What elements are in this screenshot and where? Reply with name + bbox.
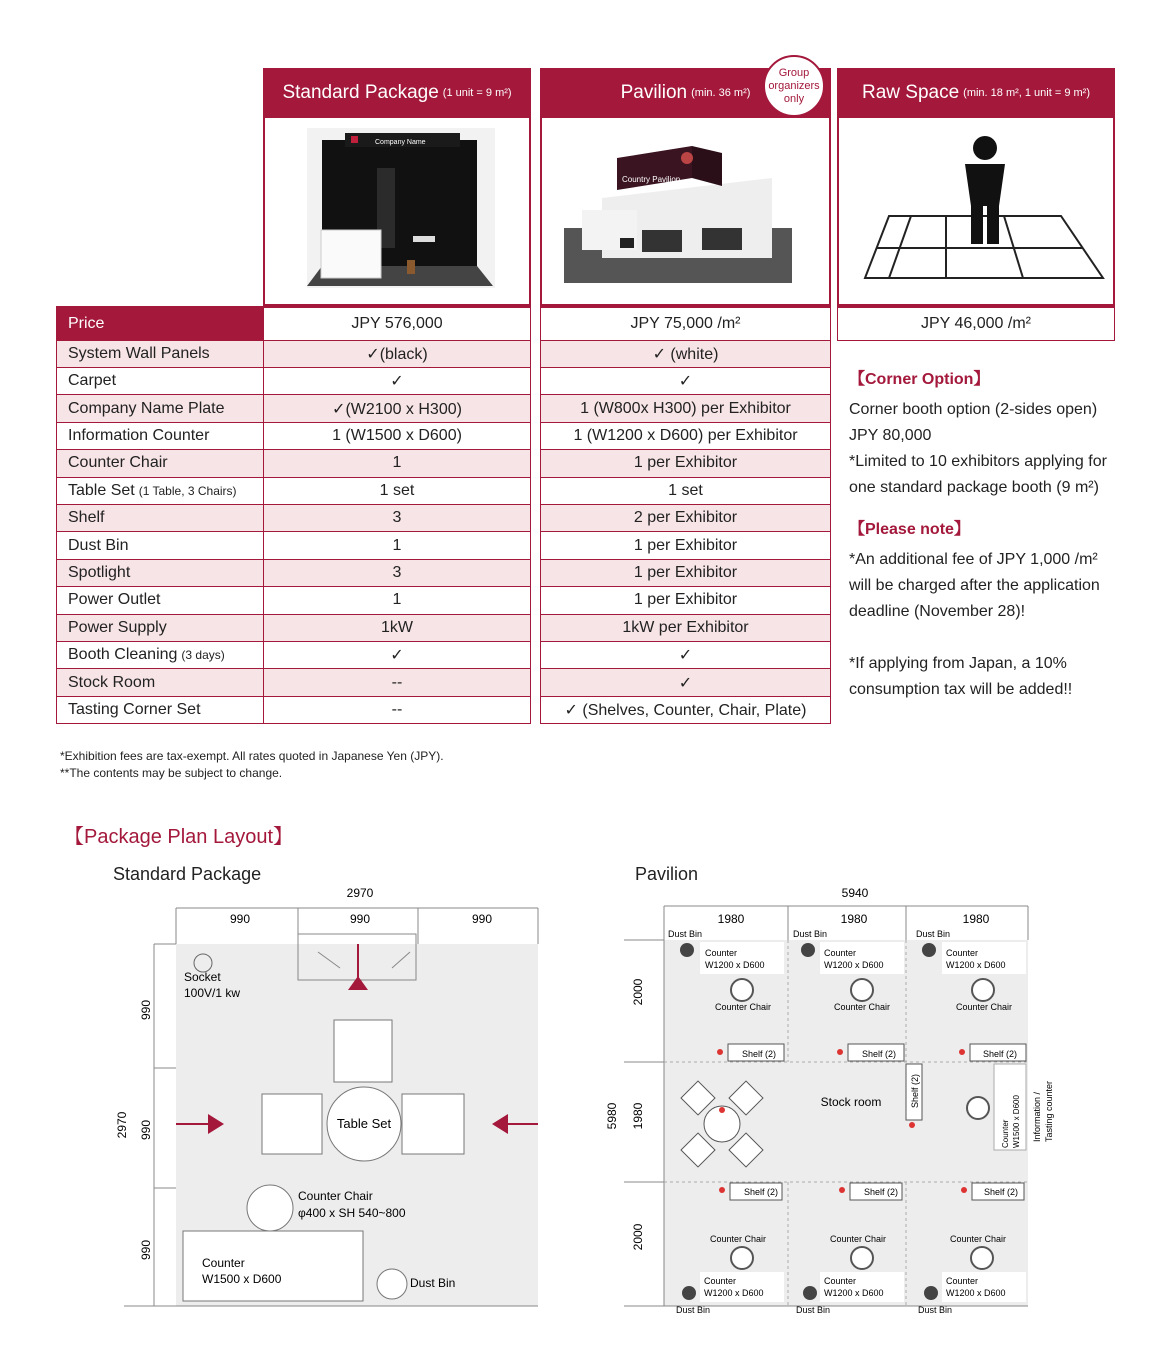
pav-price: JPY 75,000 /m² — [541, 306, 830, 340]
standard-package-title: Standard Package — [282, 82, 439, 103]
pav-cell: 1 (W1200 x D600) per Exhibitor — [541, 422, 830, 449]
svg-text:W1200 x D600: W1200 x D600 — [704, 1288, 764, 1298]
svg-text:Shelf (2): Shelf (2) — [862, 1049, 897, 1059]
label-wall: System Wall Panels — [57, 340, 264, 367]
svg-text:Counter: Counter — [704, 1276, 737, 1286]
std-cell: 1 — [264, 586, 530, 613]
info-counter-spec: W1500 x D600 — [1012, 1095, 1021, 1148]
middle-shelf-label: Shelf (2) — [910, 1073, 920, 1108]
pavilion-sign-1: Country Pavilion — [622, 175, 681, 184]
std-cell: -- — [264, 696, 530, 723]
svg-text:W1200 x D600: W1200 x D600 — [946, 960, 1006, 970]
label-plate: Company Name Plate — [57, 394, 264, 421]
pav-cell: ✓ (Shelves, Counter, Chair, Plate) — [541, 696, 830, 723]
note-line: *An additional fee of JPY 1,000 /m² — [849, 551, 1098, 568]
pav-cell: 1 per Exhibitor — [541, 559, 830, 586]
std-cell: 1 — [264, 531, 530, 558]
pav-cell: ✓ — [541, 367, 830, 394]
std-side-1: 990 — [139, 999, 153, 1021]
std-cell: -- — [264, 668, 530, 695]
corner-line: Corner booth option (2-sides open) — [849, 401, 1098, 418]
note-line: consumption tax will be added!! — [849, 681, 1073, 698]
info-label-1: Information / — [1032, 1091, 1042, 1142]
std-counter-label: Counter — [202, 1256, 245, 1270]
info-label-2: Tasting counter — [1044, 1080, 1054, 1142]
svg-text:Shelf (2): Shelf (2) — [983, 1049, 1018, 1059]
pav-cell: ✓ — [541, 641, 830, 668]
std-seg-2: 990 — [349, 912, 371, 926]
svg-text:Shelf (2): Shelf (2) — [984, 1187, 1019, 1197]
svg-text:Counter Chair: Counter Chair — [950, 1234, 1007, 1244]
standard-package-sub: (1 unit = 9 m²) — [442, 87, 512, 99]
group-organizers-badge: Group organizers only — [763, 55, 825, 117]
svg-text:W1200 x D600: W1200 x D600 — [824, 960, 884, 970]
footnote: **The contents may be subject to change. — [60, 766, 283, 780]
svg-text:Shelf (2): Shelf (2) — [742, 1049, 777, 1059]
please-note-title: 【Please note】 — [849, 521, 970, 538]
corner-line: *Limited to 10 exhibitors applying for — [849, 453, 1107, 470]
svg-text:Dust Bin: Dust Bin — [668, 929, 703, 939]
svg-text:Counter: Counter — [705, 948, 738, 958]
raw-price: JPY 46,000 /m² — [838, 306, 1114, 340]
info-counter-label: Counter — [1001, 1119, 1010, 1148]
label-tasting: Tasting Corner Set — [57, 696, 264, 723]
note-line: *If applying from Japan, a 10% — [849, 655, 1067, 672]
label-price: Price — [57, 306, 264, 340]
std-cell: 1 set — [264, 477, 530, 504]
corner-option-title: 【Corner Option】 — [849, 371, 990, 388]
svg-text:Counter: Counter — [824, 1276, 857, 1286]
standard-plan-title: Standard Package — [113, 864, 262, 884]
raw-space-price-cell — [837, 306, 1115, 341]
label-info-counter: Information Counter — [57, 422, 264, 449]
std-cell: ✓(W2100 x H300) — [264, 394, 530, 421]
label-table-set: Table Set (1 Table, 3 Chairs) — [57, 477, 264, 504]
pav-cell: ✓ (white) — [541, 340, 830, 367]
std-side-total: 2970 — [115, 1111, 129, 1139]
svg-text:Dust Bin: Dust Bin — [796, 1305, 831, 1315]
svg-text:Counter Chair: Counter Chair — [834, 1002, 891, 1012]
std-chair-label: Counter Chair — [298, 1189, 373, 1203]
std-cell: 1kW — [264, 614, 530, 641]
std-cell: 3 — [264, 504, 530, 531]
raw-space-title: Raw Space — [861, 82, 960, 103]
please-note — [849, 516, 1149, 703]
pav-cell: 1 (W800x H300) per Exhibitor — [541, 394, 830, 421]
pav-cell: 2 per Exhibitor — [541, 504, 830, 531]
raw-space-header — [837, 68, 1115, 118]
standard-values-column — [263, 306, 531, 724]
pav-side-total: 5980 — [605, 1102, 619, 1130]
feature-label-column — [56, 306, 264, 724]
svg-text:Counter: Counter — [946, 1276, 979, 1286]
pav-cell: 1kW per Exhibitor — [541, 614, 830, 641]
svg-text:Dust Bin: Dust Bin — [676, 1305, 711, 1315]
stock-room-label: Stock room — [820, 1095, 882, 1109]
corner-line: one standard package booth (9 m²) — [849, 479, 1099, 496]
svg-text:Counter Chair: Counter Chair — [710, 1234, 767, 1244]
std-cell: 3 — [264, 559, 530, 586]
pav-cell: 1 per Exhibitor — [541, 531, 830, 558]
std-total-width: 2970 — [346, 886, 374, 900]
corner-line: JPY 80,000 — [849, 427, 932, 444]
label-power-supply: Power Supply — [57, 614, 264, 641]
pav-seg-1: 1980 — [717, 912, 745, 926]
svg-text:W1200 x D600: W1200 x D600 — [705, 960, 765, 970]
svg-text:W1200 x D600: W1200 x D600 — [946, 1288, 1006, 1298]
std-cell: 1 (W1500 x D600) — [264, 422, 530, 449]
pavilion-title: Pavilion — [620, 82, 688, 103]
table-set-label: Table Set — [336, 1116, 392, 1131]
footnote: *Exhibition fees are tax-exempt. All rates quoted in Japanese Yen (JPY). — [60, 749, 444, 763]
label-power-outlet: Power Outlet — [57, 586, 264, 613]
standard-package-image — [263, 118, 531, 306]
label-carpet: Carpet — [57, 367, 264, 394]
label-stock-room: Stock Room — [57, 668, 264, 695]
standard-package-header — [263, 68, 531, 118]
pavilion-floor-plan — [600, 880, 1080, 1320]
pav-cell: ✓ — [541, 668, 830, 695]
svg-text:Counter: Counter — [824, 948, 857, 958]
socket-spec: 100V/1 kw — [184, 986, 241, 1000]
pav-cell: 1 per Exhibitor — [541, 449, 830, 476]
pav-side-top: 2000 — [631, 978, 645, 1006]
std-side-2: 990 — [139, 1119, 153, 1141]
svg-text:Counter Chair: Counter Chair — [956, 1002, 1013, 1012]
std-chair-spec: φ400 x SH 540~800 — [298, 1206, 406, 1220]
std-price: JPY 576,000 — [264, 306, 530, 340]
std-counter-spec: W1500 x D600 — [202, 1272, 282, 1286]
raw-space-sub: (min. 18 m², 1 unit = 9 m²) — [963, 87, 1090, 99]
pav-total-width: 5940 — [841, 886, 869, 900]
pav-seg-2: 1980 — [840, 912, 868, 926]
pav-cell: 1 per Exhibitor — [541, 586, 830, 613]
svg-text:Counter Chair: Counter Chair — [715, 1002, 772, 1012]
pav-cell: 1 set — [541, 477, 830, 504]
svg-text:Shelf (2): Shelf (2) — [744, 1187, 779, 1197]
label-dust-bin: Dust Bin — [57, 531, 264, 558]
pav-side-bot: 2000 — [631, 1223, 645, 1251]
svg-text:Dust Bin: Dust Bin — [918, 1305, 953, 1315]
pav-side-mid: 1980 — [631, 1102, 645, 1130]
std-side-3: 990 — [139, 1239, 153, 1261]
svg-text:Dust Bin: Dust Bin — [793, 929, 828, 939]
pavilion-image — [540, 118, 831, 306]
svg-text:Shelf (2): Shelf (2) — [864, 1187, 899, 1197]
label-spotlight: Spotlight — [57, 559, 264, 586]
svg-text:W1200 x D600: W1200 x D600 — [824, 1288, 884, 1298]
note-line: will be charged after the application — [849, 577, 1100, 594]
pavilion-plan-title: Pavilion — [635, 864, 699, 884]
corner-option — [849, 366, 1149, 501]
layout-title: 【Package Plan Layout】 — [64, 826, 294, 848]
note-spacer — [849, 625, 1149, 651]
pavilion-sub: (min. 36 m²) — [691, 87, 751, 99]
footnotes — [60, 748, 444, 782]
std-cell: 1 — [264, 449, 530, 476]
label-shelf: Shelf — [57, 504, 264, 531]
std-seg-3: 990 — [471, 912, 493, 926]
socket-label: Socket — [184, 970, 221, 984]
label-cleaning: Booth Cleaning (3 days) — [57, 641, 264, 668]
std-seg-1: 990 — [229, 912, 251, 926]
std-cell: ✓ — [264, 367, 530, 394]
company-name-sign: Company Name — [375, 139, 426, 146]
std-cell: ✓(black) — [264, 340, 530, 367]
svg-text:Dust Bin: Dust Bin — [916, 929, 951, 939]
pav-seg-3: 1980 — [962, 912, 990, 926]
std-cell: ✓ — [264, 641, 530, 668]
standard-floor-plan — [110, 880, 550, 1310]
pavilion-values-column — [540, 306, 831, 724]
std-dustbin-label: Dust Bin — [410, 1276, 456, 1290]
raw-space-image — [837, 118, 1115, 306]
label-counter-chair: Counter Chair — [57, 449, 264, 476]
note-line: deadline (November 28)! — [849, 603, 1026, 620]
svg-text:Counter: Counter — [946, 948, 979, 958]
svg-text:Counter Chair: Counter Chair — [830, 1234, 887, 1244]
